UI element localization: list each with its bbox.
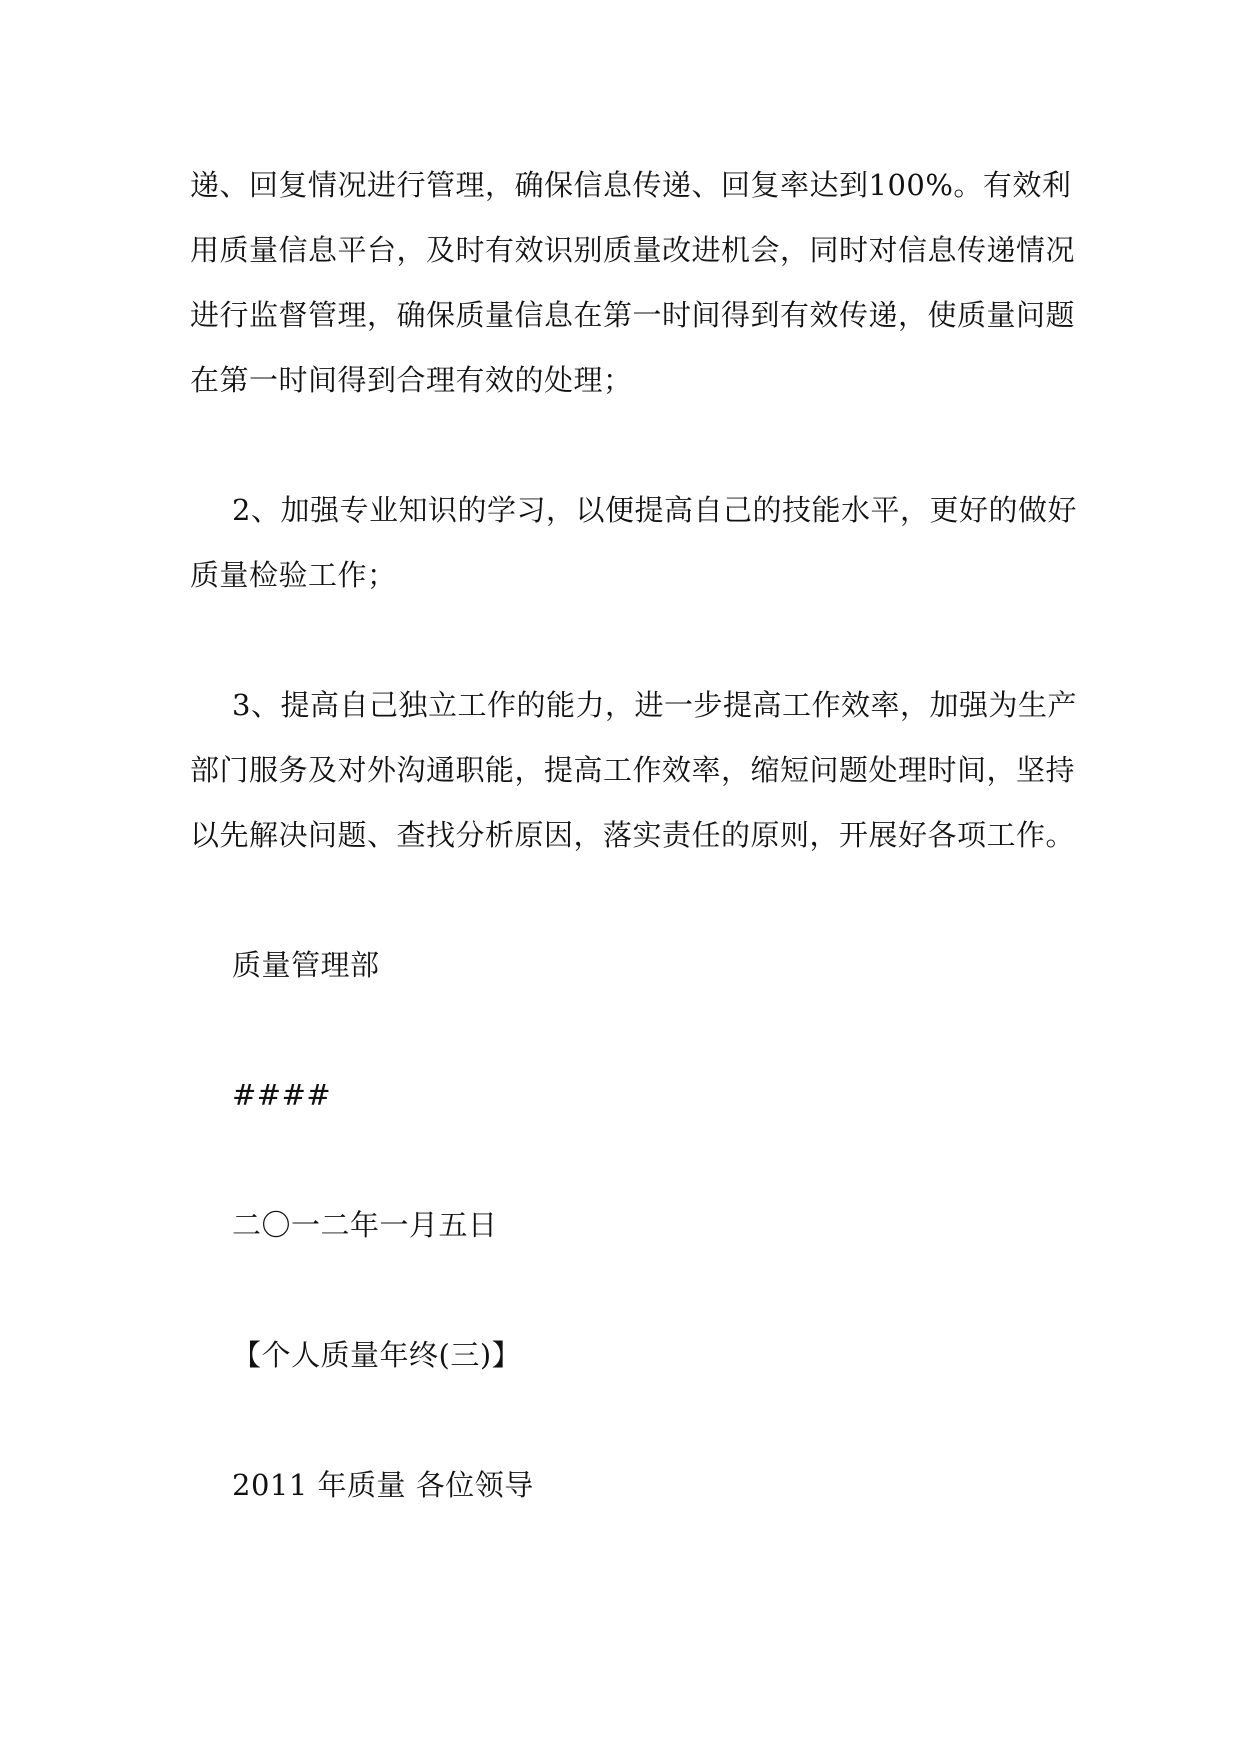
paragraph-1-line-4: 在第一时间得到合理有效的处理； [190,363,633,397]
paragraph-2-line-2: 质量检验工作； [190,558,397,592]
paragraph-3-line-1: 3、提高自己独立工作的能力，进一步提高工作效率，加强为生产 [232,688,1077,722]
paragraph-2-line-1: 2、加强专业知识的学习，以便提高自己的技能水平，更好的做好 [232,493,1077,527]
placeholder-marks: #### [232,1078,332,1112]
paragraph-1-line-2: 用质量信息平台，及时有效识别质量改进机会，同时对信息传递情况 [190,233,1076,267]
section-opening-line: 2011 年质量 各位领导 [232,1468,534,1502]
document-date: 二〇一二年一月五日 [232,1208,498,1242]
paragraph-3-line-3: 以先解决问题、查找分析原因，落实责任的原则，开展好各项工作。 [190,818,1076,852]
paragraph-1-line-3: 进行监督管理，确保质量信息在第一时间得到有效传递，使质量问题 [190,298,1076,332]
paragraph-1-line-1: 递、回复情况进行管理，确保信息传递、回复率达到100%。有效利 [190,168,1072,202]
department-name: 质量管理部 [232,948,380,982]
section-heading: 【个人质量年终(三)】 [232,1338,522,1372]
paragraph-3-line-2: 部门服务及对外沟通职能，提高工作效率，缩短问题处理时间，坚持 [190,753,1076,787]
